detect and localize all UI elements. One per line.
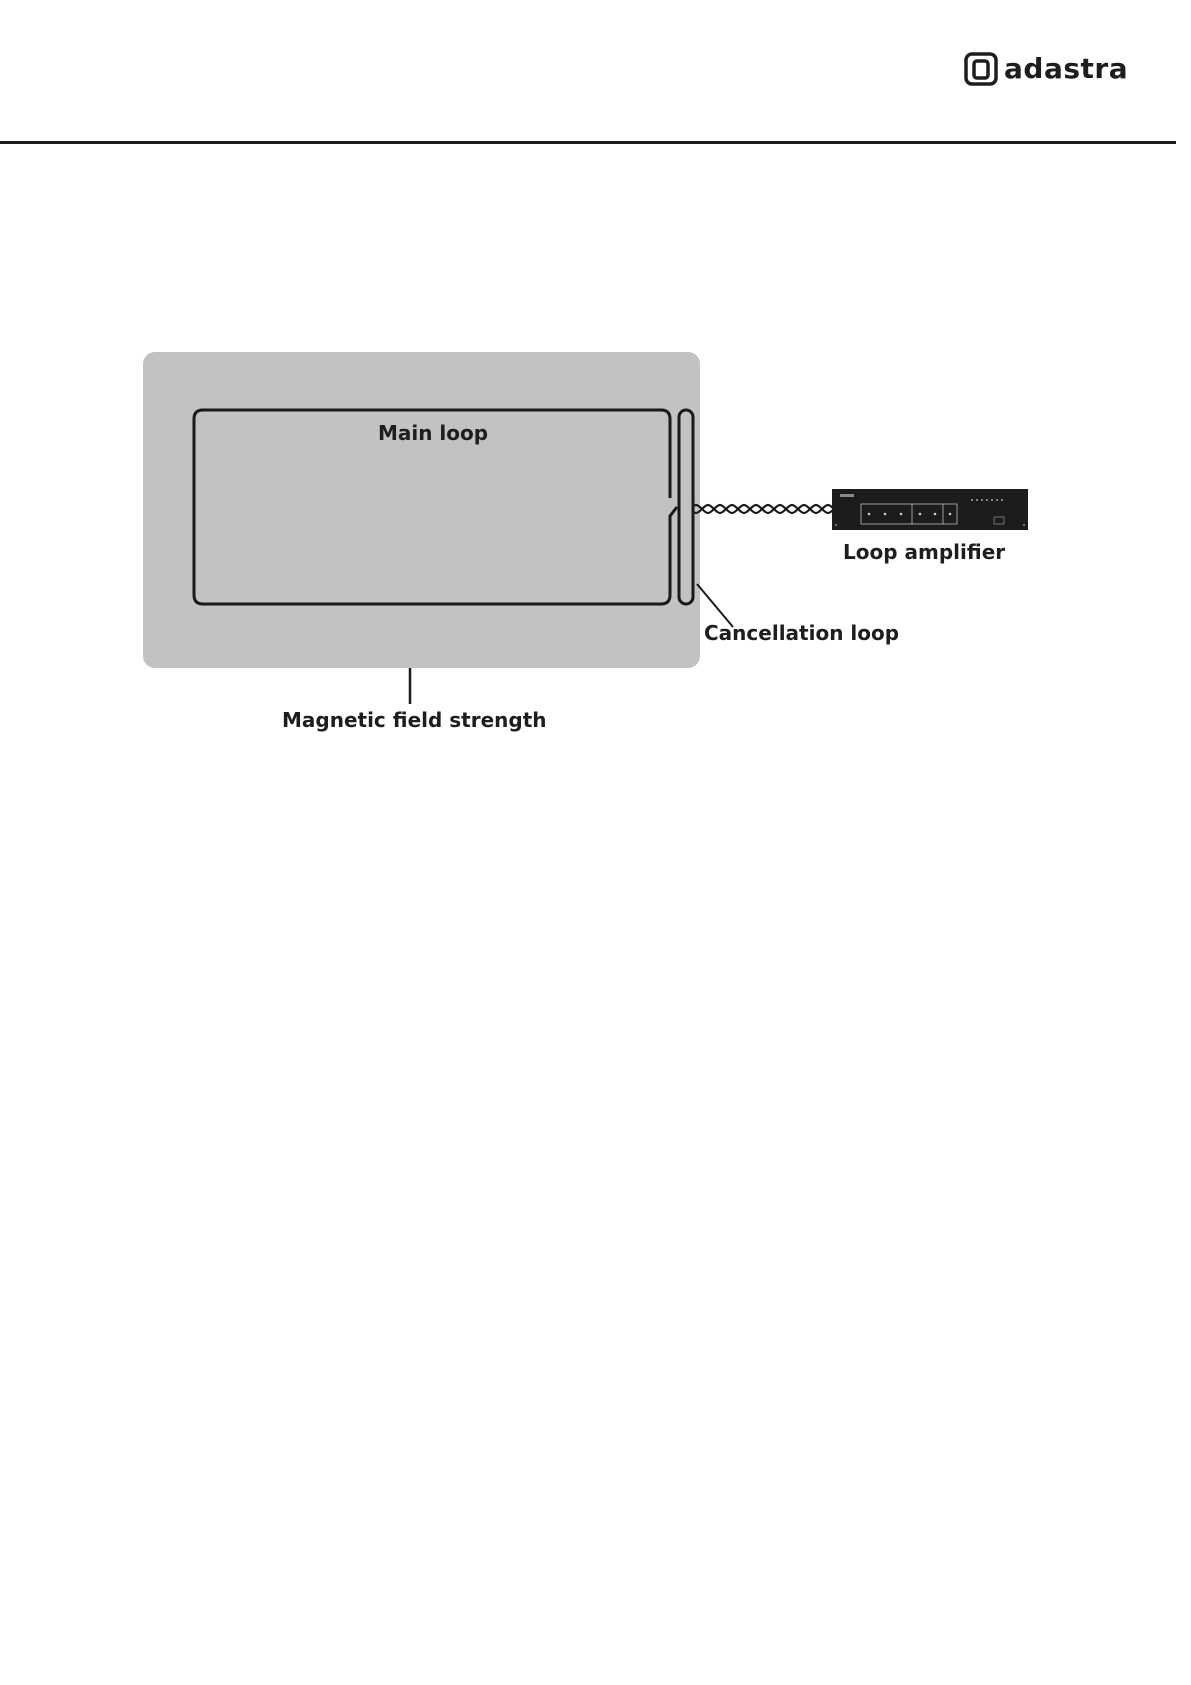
twisted-cable [693,502,832,516]
magnetic-field-label: Magnetic field strength [282,708,547,732]
loop-amplifier-label: Loop amplifier [843,540,1006,564]
loop-amplifier-device [832,489,1028,530]
cancellation-loop-label: Cancellation loop [704,621,900,645]
brand-name: adastra [1004,52,1129,85]
main-loop-label: Main loop [377,421,489,445]
magnetic-field-area [143,352,700,668]
